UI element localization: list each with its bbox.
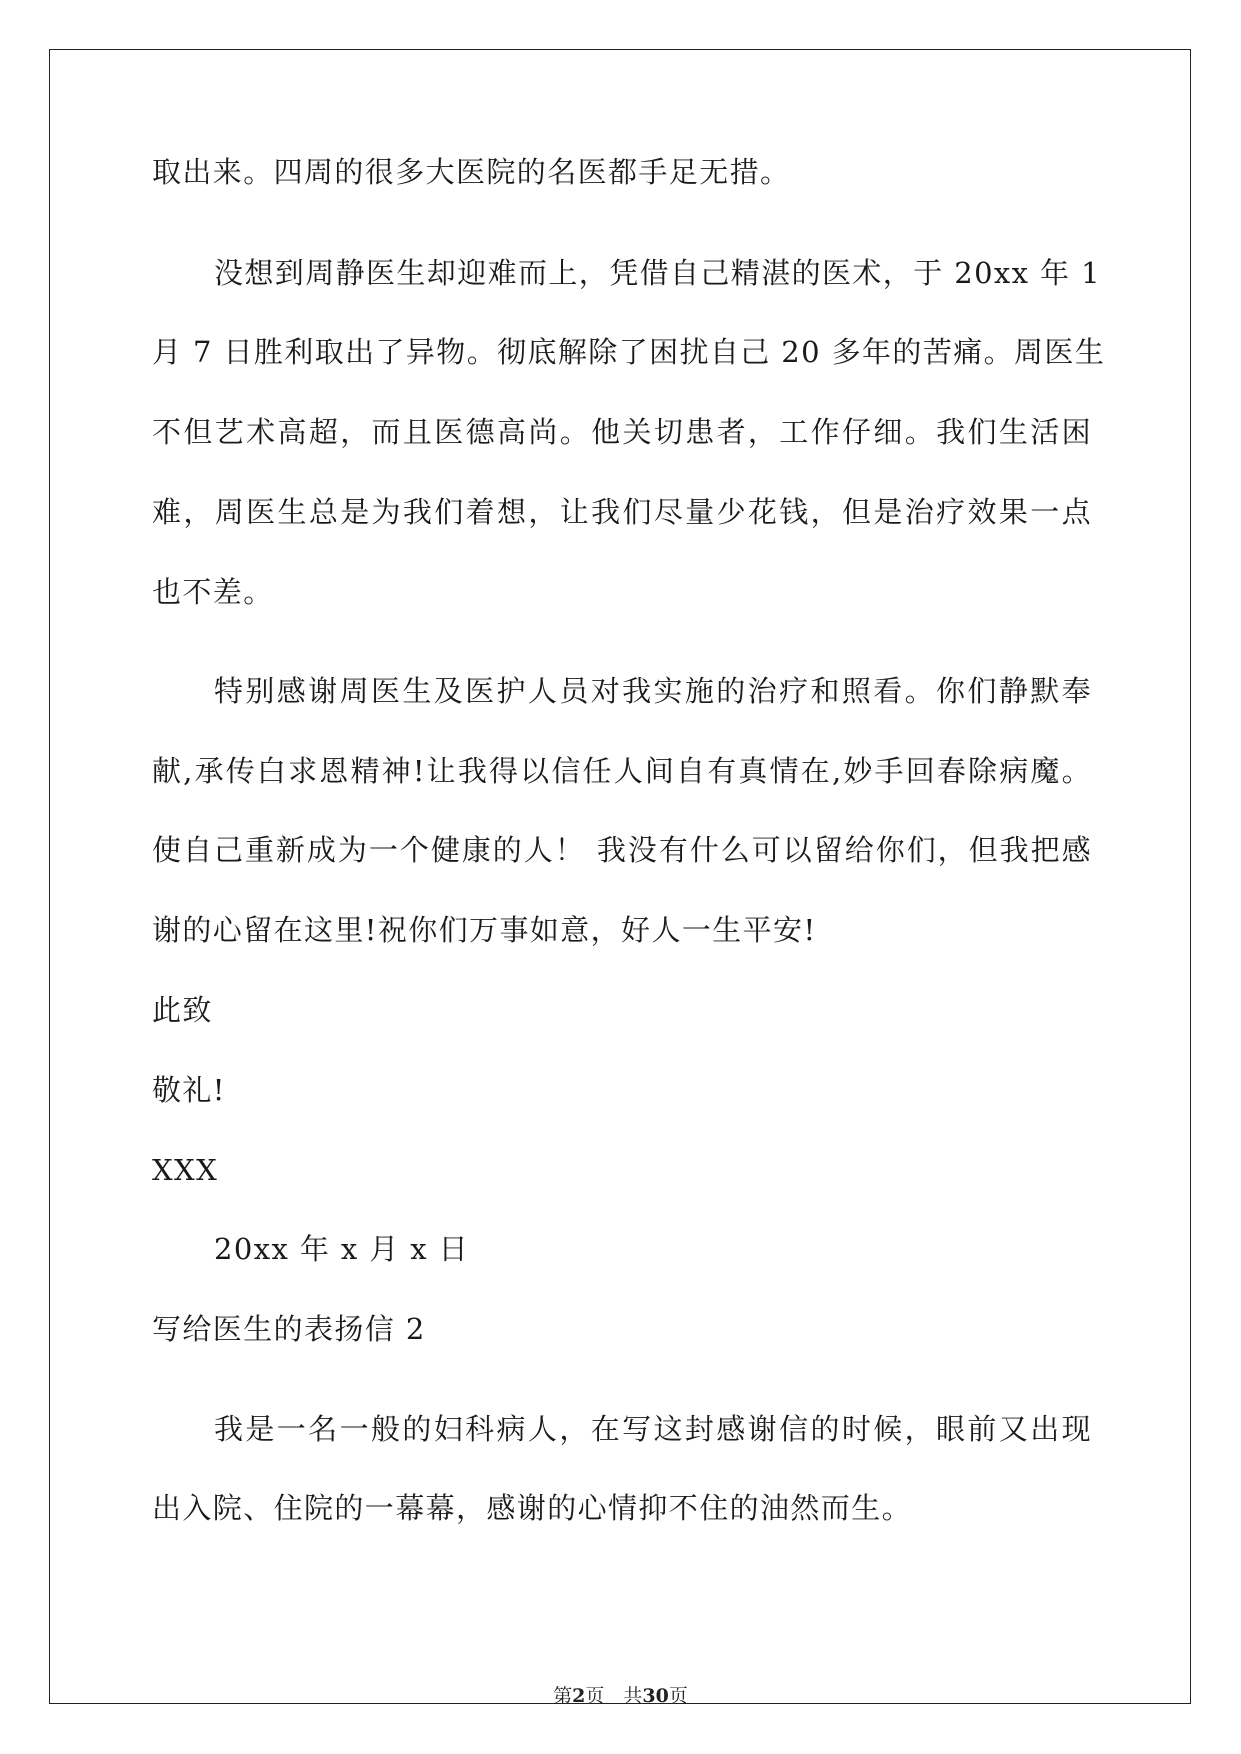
text-line: 不但艺术高超，而且医德高尚。他关切患者，工作仔细。我们生活困	[152, 415, 1092, 449]
text-line: 难，周医生总是为我们着想，让我们尽量少花钱，但是治疗效果一点	[152, 495, 1092, 529]
text-line: 谢的心留在这里!祝你们万事如意，好人一生平安!	[152, 913, 817, 947]
page-border	[49, 49, 1191, 1704]
text-line: 月 7 日胜利取出了异物。彻底解除了困扰自己 20 多年的苦痛。周医生	[152, 335, 1106, 369]
text-line: 取出来。四周的很多大医院的名医都手足无措。	[152, 155, 791, 189]
text-line: 使自己重新成为一个健康的人！ 我没有什么可以留给你们，但我把感	[152, 833, 1092, 867]
section-heading: 写给医生的表扬信 2	[152, 1312, 426, 1346]
current-page-number: 2	[572, 1685, 586, 1707]
text-line: 献,承传白求恩精神!让我得以信任人间自有真情在,妙手回春除病魔。	[152, 754, 1092, 788]
closing-line: 敬礼!	[152, 1073, 226, 1107]
date-line: 20xx 年 x 月 x 日	[214, 1232, 470, 1266]
text-line: 出入院、住院的一幕幕，感谢的心情抑不住的油然而生。	[152, 1491, 913, 1525]
footer-prefix: 第	[553, 1685, 573, 1707]
signature: XXX	[152, 1153, 219, 1187]
footer-mid: 页 共	[585, 1685, 643, 1707]
text-line: 也不差。	[152, 575, 274, 609]
closing-line: 此致	[152, 993, 213, 1027]
text-line: 没想到周静医生却迎难而上，凭借自己精湛的医术，于 20xx 年 1	[214, 256, 1101, 290]
footer-suffix: 页	[668, 1685, 688, 1707]
page-footer	[0, 1684, 1241, 1708]
total-page-count: 30	[642, 1685, 669, 1707]
text-line: 我是一名一般的妇科病人，在写这封感谢信的时候，眼前又出现	[214, 1412, 1092, 1446]
text-line: 特别感谢周医生及医护人员对我实施的治疗和照看。你们静默奉	[214, 674, 1092, 708]
